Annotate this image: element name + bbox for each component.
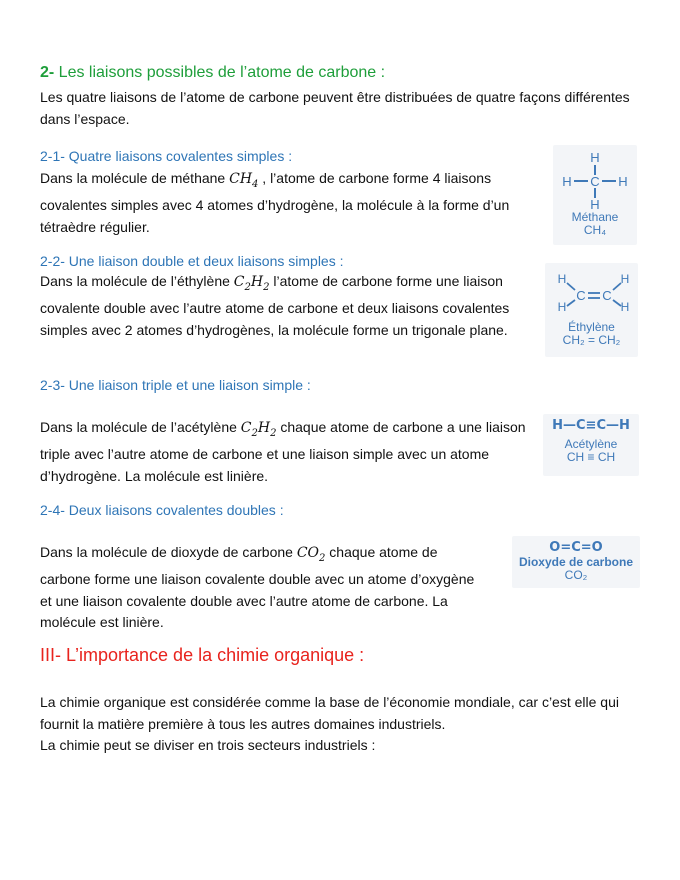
subsection-2-1-heading: 2-1- Quatre liaisons covalentes simples : (40, 148, 293, 164)
section-2-intro: Les quatre liaisons de l’atome de carbone peuvent être distribuées de quatre façons différentes dans l’espace. (40, 89, 630, 127)
subsection-2-3-heading: 2-3- Une liaison triple et une liaison simple : (40, 377, 311, 393)
acetylene-structure: H—C≡C—H (552, 418, 630, 433)
svg-text:C: C (576, 288, 586, 303)
ethylene-formula: $C_2H_2$ (233, 274, 270, 293)
methane-label-formula: CH₄ (583, 223, 607, 237)
svg-text:H: H (590, 150, 600, 165)
svg-text:C: C (602, 288, 612, 303)
section-3-paragraph-1: La chimie organique est considérée comme la base de l’économie mondiale, car c’est elle qui fournit la matière première à tous les autres domaines industriels. (40, 694, 619, 732)
co2-label-formula: CO₂ (564, 568, 588, 582)
ethylene-label: Éthylène (568, 320, 615, 334)
acetylene-figure (543, 414, 639, 476)
methane-figure (553, 145, 637, 245)
co2-label: Dioxyde de carbone (518, 555, 634, 569)
section-3-heading: III- L’importance de la chimie organique : (40, 645, 365, 665)
acetylene-formula: $C_2H_2$ (240, 420, 277, 439)
svg-text:H: H (620, 272, 630, 286)
section-2-heading: 2- Les liaisons possibles de l’atome de carbone : (40, 64, 386, 81)
acetylene-label: Acétylène (564, 437, 618, 451)
co2-structure: O=C=O (549, 540, 603, 555)
subsection-2-2-heading: 2-2- Une liaison double et deux liaisons simples : (40, 253, 344, 269)
methane-structure (553, 145, 637, 211)
subsection-2-1-text: Dans la molécule de méthane $CH_4$ , l’atome de carbone forme 4 liaisons covalentes simples avec 4 atomes d’hydrogène, la molécule à la forme d’un tétraèdre régulier. (40, 170, 510, 235)
subsection-2-3-text: Dans la molécule de l’acétylène $C_2H_2$ chaque atome de carbone a une liaison triple avec l’autre atome de carbone et une liaison simple avec un atome d’hydrogène. La molécule est linière. (40, 419, 526, 484)
subsection-2-4-text: Dans la molécule de dioxyde de carbone $CO_2$ chaque atome de carbone forme une liaison covalente double avec un atome d’oxygène et une liaison covalente double avec l’autre atome de carbone. La molécule est linière. (40, 544, 475, 631)
svg-text:H: H (620, 300, 630, 314)
svg-text:H: H (557, 300, 567, 314)
svg-text:H: H (618, 174, 628, 189)
svg-text:C: C (590, 174, 600, 189)
ethylene-figure (545, 263, 638, 357)
methane-label: Méthane (571, 210, 619, 224)
svg-text:H: H (557, 272, 567, 286)
ethylene-structure (545, 263, 638, 321)
ethylene-label-formula: CH₂ = CH₂ (562, 333, 621, 347)
co2-formula: $CO_2$ (296, 545, 326, 564)
svg-text:H: H (562, 174, 572, 189)
co2-figure (512, 536, 640, 588)
section-3-paragraph-2: La chimie peut se diviser en trois secteurs industriels : (40, 737, 376, 753)
subsection-2-4-heading: 2-4- Deux liaisons covalentes doubles : (40, 502, 284, 518)
subsection-2-2-text: Dans la molécule de l’éthylène $C_2H_2$ l’atome de carbone forme une liaison covalente double avec l’autre atome de carbone et deux liaisons covalentes simples avec 2 atomes d’hydrogènes, la molécule forme un trigonale plane. (40, 273, 510, 338)
svg-text:H: H (590, 197, 600, 211)
acetylene-label-formula: CH ≡ CH (566, 450, 616, 464)
methane-formula: $CH_4$ (229, 171, 259, 190)
